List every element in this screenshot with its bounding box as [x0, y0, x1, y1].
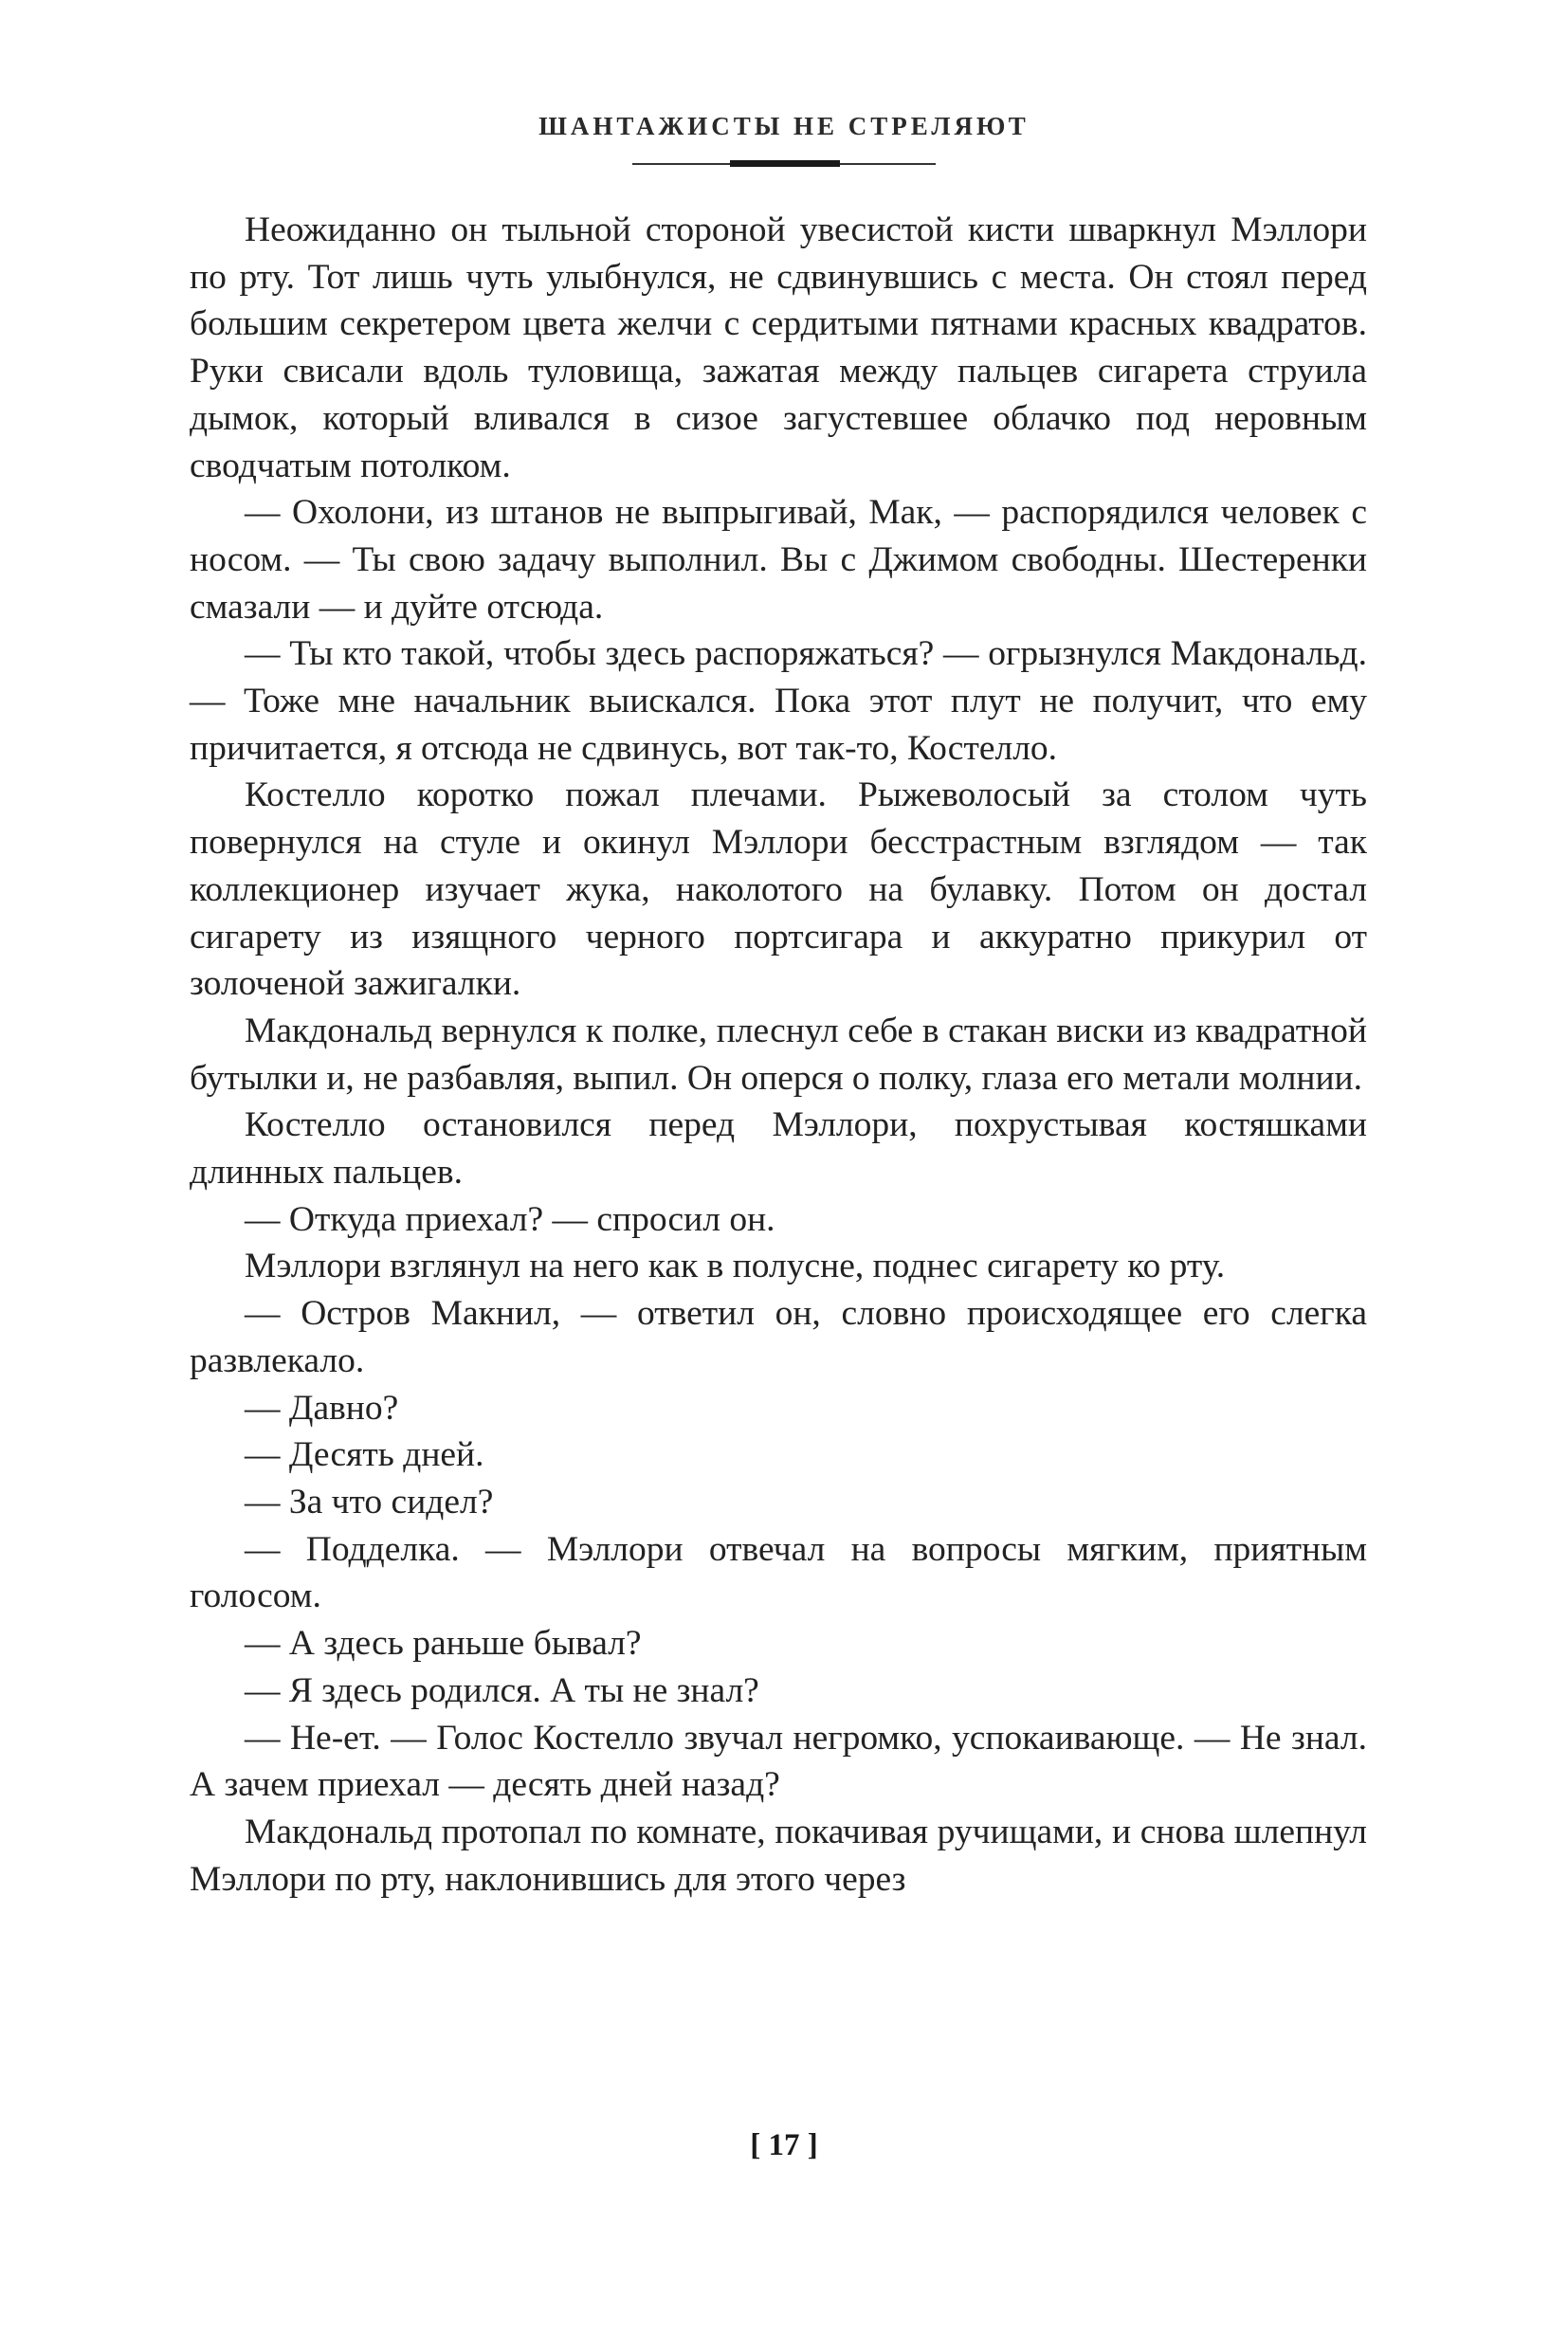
- body-text: [190, 207, 1367, 1903]
- paragraph: — Откуда приехал? — спросил он.: [245, 1199, 775, 1239]
- paragraph: — Подделка. — Мэллори отвечал на вопросы мягким, приятным голосом.: [190, 1529, 1367, 1616]
- paragraph: Мэллори взглянул на него как в полусне, поднес сигарету ко рту.: [245, 1247, 1226, 1286]
- paragraph: — Давно?: [245, 1388, 399, 1428]
- paragraph: Неожиданно он тыльной стороной увесистой кисти шваркнул Мэллори по рту. Тот лишь чуть улыбнулся, не сдвинувшись с места. Он стоял перед большим секретером цвета желчи с сердитыми пятнами красных квадратов. Руки свисали вдоль туловища, зажатая между пальцев сигарета струила дымок, который вливался в сизое загустевшее облачко под неровным сводчатым потолком.: [190, 210, 1367, 485]
- paragraph: Макдональд протопал по комнате, покачивая ручищами, и снова шлепнул Мэллори по рту, наклонившись для этого через: [190, 1812, 1367, 1899]
- paragraph: — Десять дней.: [245, 1435, 484, 1475]
- paragraph: Костелло остановился перед Мэллори, похрустывая костяшками длинных пальцев.: [190, 1105, 1367, 1193]
- paragraph: — За что сидел?: [245, 1482, 494, 1522]
- paragraph: — Ты кто такой, чтобы здесь распоряжаться? — огрызнулся Макдональд. — Тоже мне начальник выискался. Пока этот плут не получит, что ему причитается, я отсюда не сдвинусь, вот так-то, Костелло.: [190, 634, 1367, 768]
- paragraph: — А здесь раньше бывал?: [245, 1624, 642, 1664]
- paragraph: — Остров Макнил, — ответил он, словно происходящее его слегка развлекало.: [190, 1294, 1367, 1380]
- paragraph: — Охолони, из штанов не выпрыгивай, Мак, — распорядился человек с носом. — Ты свою задачу выполнил. Вы с Джимом свободны. Шестеренки смазали — и дуйте отсюда.: [190, 493, 1367, 627]
- page-number: [ 17 ]: [750, 2128, 818, 2162]
- paragraph: — Не-ет. — Голос Костелло звучал негромко, успокаивающе. — Не знал. А зачем приехал — десять дней назад?: [190, 1718, 1367, 1805]
- paragraph: — Я здесь родился. А ты не знал?: [245, 1670, 759, 1710]
- header-rule-accent: [730, 160, 840, 167]
- running-title: ШАНТАЖИСТЫ НЕ СТРЕЛЯЮТ: [538, 112, 1030, 140]
- paragraph: Костелло коротко пожал плечами. Рыжеволосый за столом чуть повернулся на стуле и окинул Мэллори бесстрастным взглядом — так коллекционер изучает жука, наколотого на булавку. Потом он достал сигарету из изящного черного портсигара и аккуратно прикурил от золоченой зажигалки.: [190, 775, 1367, 1004]
- paragraph: Макдональд вернулся к полке, плеснул себе в стакан виски из квадратной бутылки и, не разбавляя, выпил. Он оперся о полку, глаза его метали молнии.: [190, 1011, 1367, 1098]
